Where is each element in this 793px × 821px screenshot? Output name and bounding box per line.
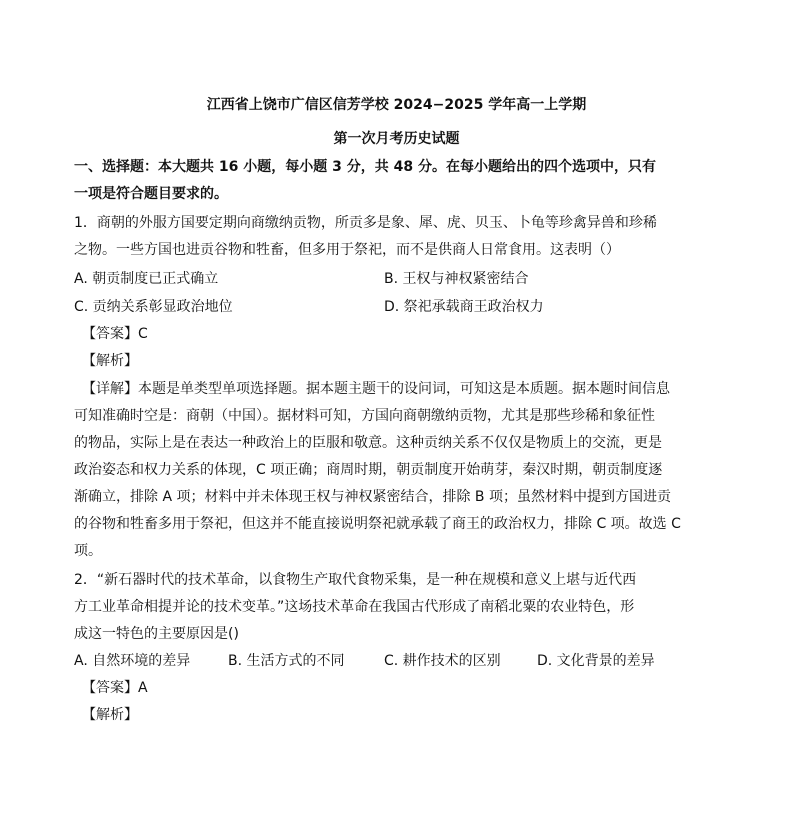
q2-answer: 【答案】A — [82, 680, 148, 696]
q1-detail-line: 渐确立，排除 A 项；材料中并未体现王权与神权紧密结合，排除 B 项；虽然材料中提到方国进贡 — [74, 489, 671, 505]
q1-detail-line: 的谷物和牲畜多用于祭祀，但这并不能直接说明祭祀就承载了商王的政治权力，排除 C 项。故选 C — [74, 516, 681, 532]
q1-detail-line: 【详解】本题是单类型单项选择题。据本题主题干的设问词，可知这是本质题。据本题时间信息 — [82, 381, 670, 397]
q1-analysis-label: 【解析】 — [82, 353, 138, 369]
q1-answer: 【答案】C — [82, 326, 148, 342]
q2-option-b: B. 生活方式的不同 — [228, 653, 345, 669]
q1-option-c: C. 贡纳关系彰显政治地位 — [74, 299, 233, 315]
q2-option-c: C. 耕作技术的区别 — [384, 653, 501, 669]
document-subtitle: 第一次月考历史试题 — [333, 131, 460, 147]
q1-stem-line2: 之物。一些方国也进贡谷物和牲畜，但多用于祭祀，而不是供商人日常食用。这表明（） — [74, 242, 620, 258]
q1-detail-line: 项。 — [74, 543, 102, 559]
section-heading-line2: 一项是符合题目要求的。 — [74, 186, 228, 202]
q2-option-a: A. 自然环境的差异 — [74, 653, 191, 669]
q1-option-b: B. 王权与神权紧密结合 — [384, 271, 529, 287]
q2-stem-line1: 2．“新石器时代的技术革命，以食物生产取代食物采集，是一种在规模和意义上堪与近代西 — [74, 572, 637, 588]
q1-detail-line: 的物品，实际上是在表达一种政治上的臣服和敬意。这种贡纳关系不仅仅是物质上的交流，更是 — [74, 435, 662, 451]
q1-detail-line: 政治姿态和权力关系的体现，C 项正确；商周时期，朝贡制度开始萌芽，秦汉时期，朝贡制度逐 — [74, 462, 663, 478]
q1-option-d: D. 祭祀承载商王政治权力 — [384, 299, 544, 315]
q2-option-d: D. 文化背景的差异 — [537, 653, 655, 669]
q1-stem-line1: 1．商朝的外服方国要定期向商缴纳贡物，所贡多是象、犀、虎、贝玉、卜龟等珍禽异兽和珍稀 — [74, 215, 657, 231]
q2-stem-line3: 成这一特色的主要原因是() — [74, 626, 239, 642]
q1-detail-line: 可知准确时空是：商朝（中国）。据材料可知，方国向商朝缴纳贡物，尤其是那些珍稀和象征性 — [74, 408, 655, 424]
q2-analysis-label: 【解析】 — [82, 707, 138, 723]
section-heading-line1: 一、选择题：本大题共 16 小题，每小题 3 分，共 48 分。在每小题给出的四个选项中，只有 — [74, 159, 656, 175]
q2-stem-line2: 方工业革命相提并论的技术变革。”这场技术革命在我国古代形成了南稻北粟的农业特色，形 — [74, 599, 635, 615]
document-title: 江西省上饶市广信区信芳学校 2024−2025 学年高一上学期 — [206, 97, 587, 113]
q1-option-a: A. 朝贡制度已正式确立 — [74, 271, 219, 287]
